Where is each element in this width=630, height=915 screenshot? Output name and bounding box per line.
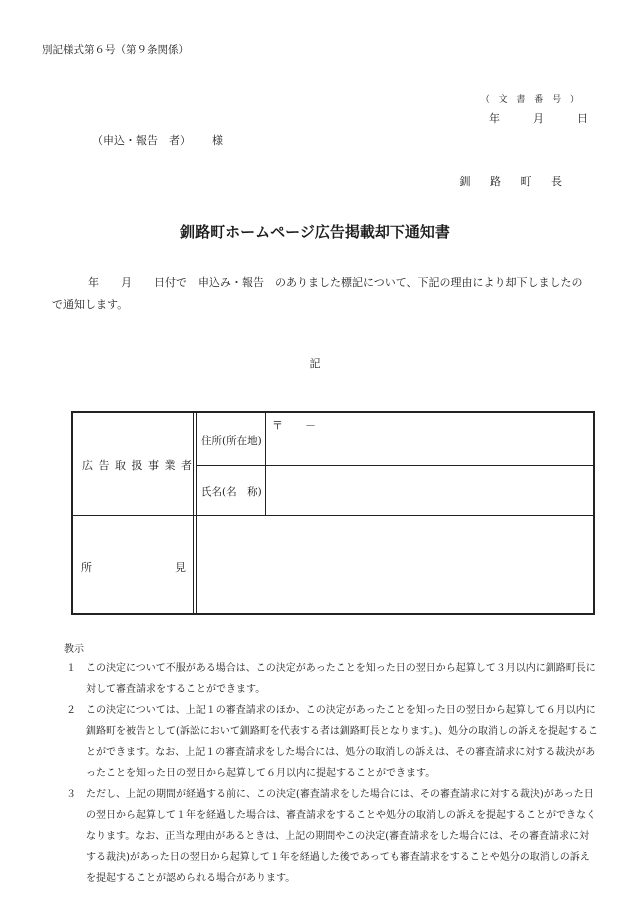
- name-label: 氏名(名 称): [201, 486, 262, 498]
- note-item-1: [66, 658, 598, 700]
- addressee-honorific: 様: [212, 134, 223, 147]
- date-month: 月: [533, 112, 544, 125]
- note-number: ２: [66, 705, 76, 716]
- ki-marker: 記: [309, 357, 321, 370]
- note-text: この決定について不服がある場合は、この決定があったことを知った日の翌日から起算して３月以内に釧路町長に対して審査請求をすることができます。: [86, 663, 596, 695]
- form-label: 別記様式第６号（第９条関係）: [42, 44, 189, 56]
- body-paragraph: 年 月 日付で 申込み・報告 のありました標記について、下記の理由により却下しましたので通知します。: [52, 276, 583, 311]
- table-vline-3: [265, 413, 266, 515]
- note-number: １: [66, 663, 76, 674]
- opinion-label-left: 所: [81, 561, 92, 574]
- note-text: ただし、上記の期間が経過する前に、この決定(審査請求をした場合には、その審査請求に対する裁決)があった日の翌日から起算して１年を経過した場合は、審査請求をすることや処分の取消しの訴えを提起することができなくなります。なお、正当な理由があるときは、上記の期間やこの決定(審査請求をした場合には、その審査請求に対する裁決)があった日の翌日から起算して１年を経過した後であっても審査請求をすることや処分の取消しの訴えを提起することが認められる場合があります。: [86, 789, 596, 884]
- postal-mark: 〒 －: [272, 419, 316, 432]
- notes-heading: 教示: [64, 644, 84, 655]
- table-vline-2: [196, 413, 197, 613]
- note-item-3: [66, 784, 598, 889]
- date-year: 年: [489, 112, 500, 125]
- table-hline-inner: [196, 465, 593, 466]
- addressee: [92, 132, 223, 148]
- document-title: 釧路町ホームページ広告掲載却下通知書: [180, 223, 450, 241]
- document-number-label: （ 文 書 番 号 ）: [480, 95, 582, 105]
- opinion-label-right: 見: [175, 561, 186, 574]
- sender-name: 釧 路 町 長: [459, 175, 570, 188]
- table-vline-1: [193, 413, 194, 613]
- note-number: ３: [66, 789, 76, 800]
- date-day: 日: [577, 112, 588, 125]
- note-item-2: [66, 700, 598, 784]
- note-text: この決定については、上記１の審査請求のほか、この決定があったことを知った日の翌日から起算して６月以内に釧路町を被告として(訴訟において釧路町を代表する者は釧路町長となります。)、処分の取消しの訴えを提起することができます。なお、上記１の審査請求をした場合には、処分の取消しの訴えは、その審査請求に対する裁決があったことを知った日の翌日から起算して６月以内に提起することができます。: [86, 705, 599, 779]
- address-label: 住所(所在地): [201, 435, 262, 447]
- addressee-label: （申込・報告 者）: [92, 134, 191, 147]
- table-hline-mid: [73, 515, 593, 516]
- info-table: [71, 411, 595, 615]
- agency-label: 広 告 取 扱 事 業 者: [82, 459, 193, 472]
- date-line: [489, 110, 588, 126]
